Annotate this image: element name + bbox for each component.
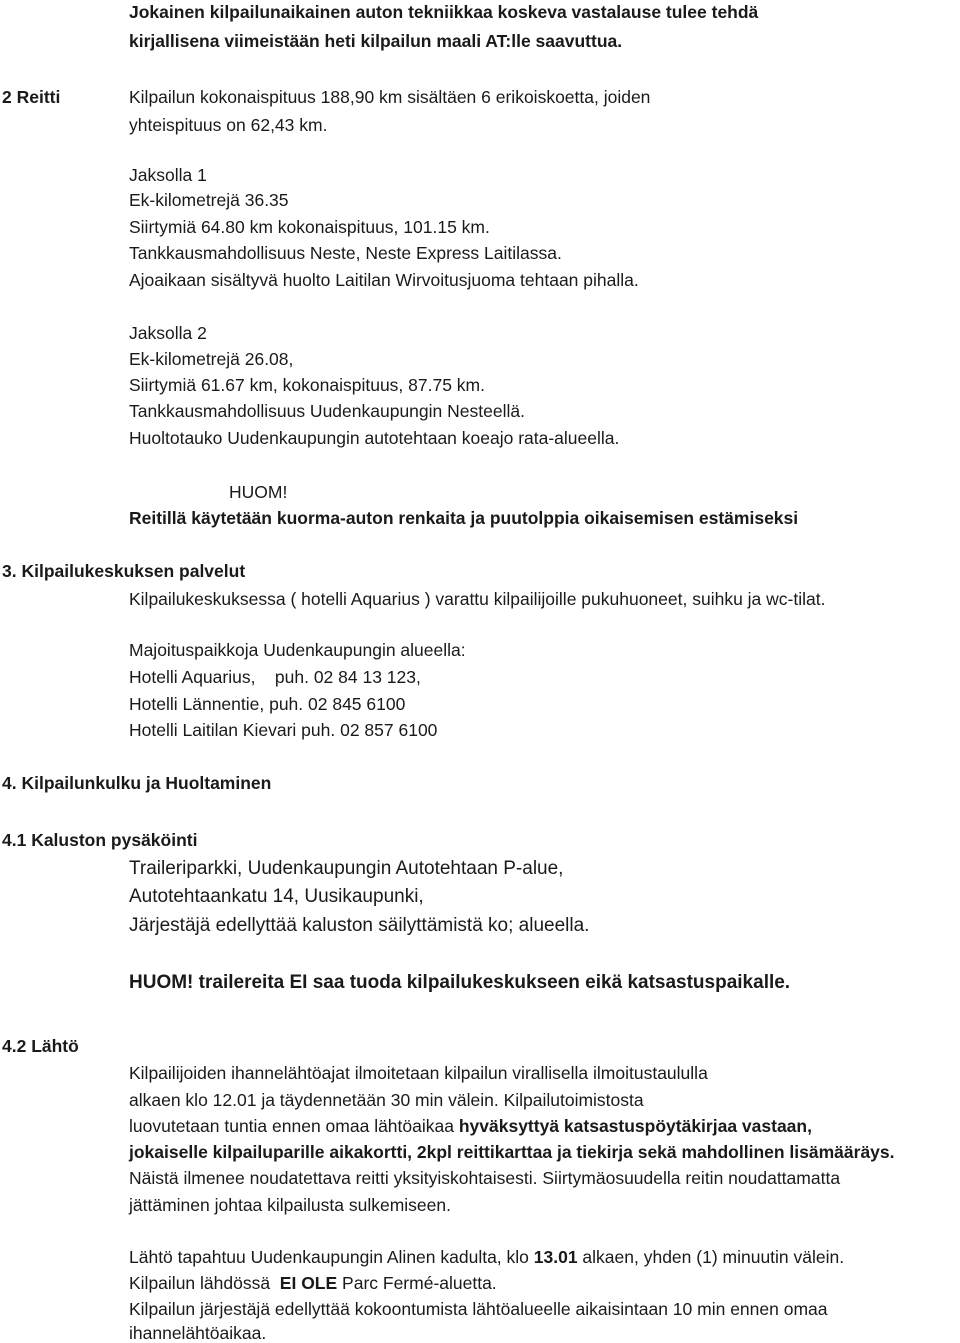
start-p2-line-2 [129, 1273, 497, 1293]
start-p1-line-3a: luovutetaan tuntia ennen omaa lähtöaikaa [129, 1116, 459, 1136]
parking-note-label: HUOM! [129, 972, 194, 993]
start-p1-line-4: jokaiselle kilpailuparille aikakortti, 2kpl reittikarttaa ja tiekirja sekä mahdollinen lisämääräys. [129, 1142, 895, 1162]
start-p1-line-6: jättäminen johtaa kilpailusta sulkemiseen. [129, 1195, 451, 1215]
section-heading-service: 4. Kilpailunkulku ja Huoltaminen [2, 773, 272, 793]
start-p2-line-1c: alkaen, yhden (1) minuutin välein. [577, 1247, 845, 1267]
section-heading-route: 2 Reitti [2, 87, 61, 107]
start-p1-line-3 [129, 1116, 812, 1136]
start-p1-line-5: Näistä ilmenee noudatettava reitti yksityiskohtaisesti. Siirtymäosuudella reitin noudattamatta [129, 1168, 841, 1188]
intro-line-1: Jokainen kilpailunaikainen auton tekniikkaa koskeva vastalause tulee tehdä [129, 2, 759, 22]
section-heading-hq: 3. Kilpailukeskuksen palvelut [2, 561, 246, 581]
parking-line-2: Autotehtaankatu 14, Uusikaupunki, [129, 886, 424, 907]
leg1-service: Ajoaikaan sisältyvä huolto Laitilan Wirvoitusjuoma tehtaan pihalla. [129, 270, 639, 290]
hotel-2: Hotelli Lännentie, puh. 02 845 6100 [129, 694, 406, 714]
start-p2-line-4: ihannelähtöaikaa. [129, 1323, 267, 1343]
route-note-label: HUOM! [229, 482, 288, 502]
route-summary-1: Kilpailun kokonaispituus 188,90 km sisältäen 6 erikoiskoetta, joiden [129, 87, 651, 107]
leg1-fuel: Tankkausmahdollisuus Neste, Neste Express Laitilassa. [129, 243, 562, 263]
start-p2-line-1 [129, 1247, 844, 1267]
parking-note-text: trailereita EI saa tuoda kilpailukeskukseen eikä katsastuspaikalle. [193, 972, 791, 993]
intro-line-2: kirjallisena viimeistään heti kilpailun maali AT:lle saavuttua. [129, 31, 623, 51]
hotel-1: Hotelli Aquarius, puh. 02 84 13 123, [129, 667, 421, 687]
parking-line-1: Traileriparkki, Uudenkaupungin Autotehtaan P-alue, [129, 858, 564, 879]
route-note-text: Reitillä käytetään kuorma-auton renkaita ja puutolppia oikaisemisen estämiseksi [129, 508, 799, 528]
start-p2-line-2c: Parc Fermé-aluetta. [337, 1273, 497, 1293]
section-heading-parking: 4.1 Kaluston pysäköinti [2, 830, 198, 850]
leg2-title: Jaksolla 2 [129, 323, 207, 343]
leg1-title: Jaksolla 1 [129, 165, 207, 185]
parking-note [129, 972, 790, 994]
start-p2-line-3: Kilpailun järjestäjä edellyttää kokoontumista lähtöalueelle aikaisintaan 10 min ennen omaa [129, 1299, 828, 1319]
leg2-transfer: Siirtymiä 61.67 km, kokonaispituus, 87.75 km. [129, 375, 485, 395]
route-summary-2: yhteispituus on 62,43 km. [129, 115, 328, 135]
leg2-fuel: Tankkausmahdollisuus Uudenkaupungin Nesteellä. [129, 401, 525, 421]
start-p2-line-1b: 13.01 [533, 1247, 578, 1267]
lodging-title: Majoituspaikkoja Uudenkaupungin alueella: [129, 640, 466, 660]
start-p1-line-1: Kilpailijoiden ihannelähtöajat ilmoitetaan kilpailun virallisella ilmoitustaululla [129, 1063, 708, 1083]
parking-line-3: Järjestäjä edellyttää kaluston säilyttämistä ko; alueella. [129, 915, 590, 936]
leg2-ek: Ek-kilometrejä 26.08, [129, 349, 294, 369]
start-p2-line-2b: EI OLE [279, 1273, 338, 1293]
start-p1-line-2: alkaen klo 12.01 ja täydennetään 30 min välein. Kilpailutoimistosta [129, 1090, 644, 1110]
leg1-ek: Ek-kilometrejä 36.35 [129, 190, 289, 210]
leg2-service: Huoltotauko Uudenkaupungin autotehtaan koeajo rata-alueella. [129, 428, 620, 448]
start-p2-line-1a: Lähtö tapahtuu Uudenkaupungin Alinen kadulta, klo [129, 1247, 534, 1267]
start-p2-line-2a: Kilpailun lähdössä [129, 1273, 280, 1293]
start-p1-line-3b: hyväksyttyä katsastuspöytäkirjaa vastaan, [458, 1116, 812, 1136]
leg1-transfer: Siirtymiä 64.80 km kokonaispituus, 101.15 km. [129, 217, 490, 237]
hq-text: Kilpailukeskuksessa ( hotelli Aquarius ) varattu kilpailijoille pukuhuoneet, suihku ja wc-tilat. [129, 589, 826, 609]
hotel-3: Hotelli Laitilan Kievari puh. 02 857 6100 [129, 720, 438, 740]
section-heading-start: 4.2 Lähtö [2, 1036, 79, 1056]
